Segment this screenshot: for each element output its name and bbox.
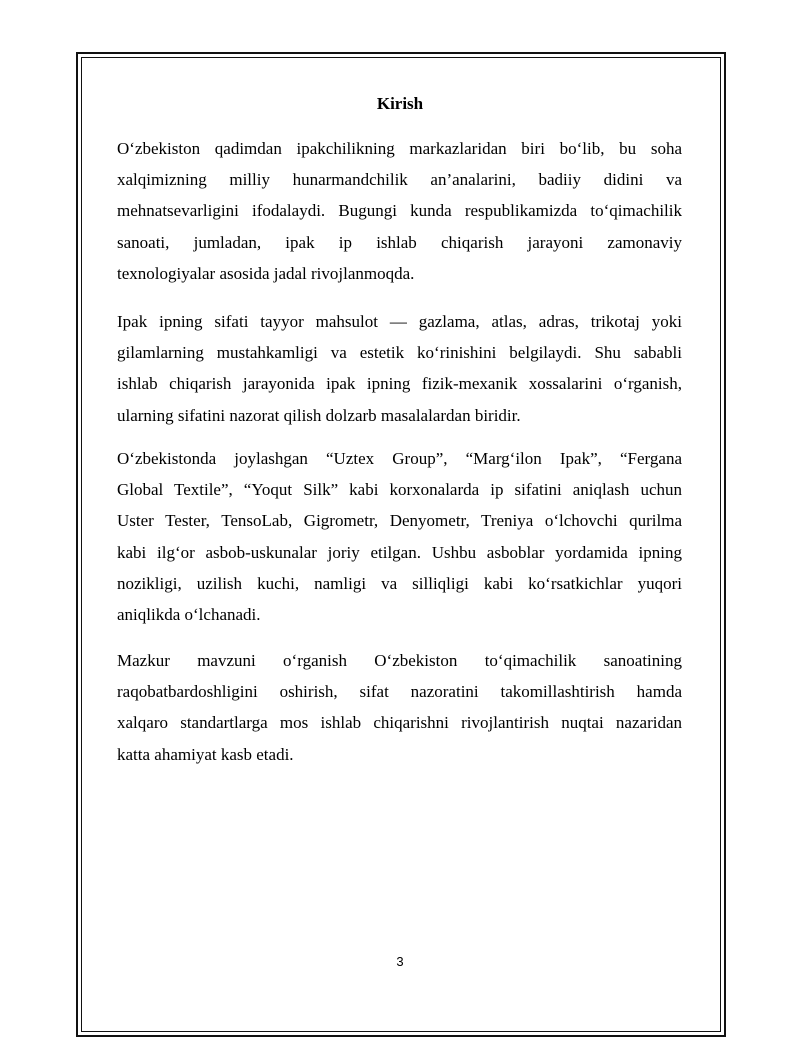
paragraph-1 — [117, 133, 682, 289]
text-line: O‘zbekistonda joylashgan “Uztex Group”, “Marg‘ilon Ipak”, “Fergana — [117, 449, 682, 468]
text-line: gilamlarning mustahkamligi va estetik ko‘rinishini belgilaydi. Shu sababli — [117, 343, 682, 363]
text-line: ishlab chiqarish jarayonida ipak ipning fizik-mexanik xossalarini o‘rganish, — [117, 374, 682, 394]
text-line: texnologiyalar asosida jadal rivojlanmoqda. — [117, 263, 415, 283]
paragraph-2 — [117, 306, 682, 431]
text-line: mehnatsevarligini ifodalaydi. Bugungi kunda respublikamizda to‘qimachilik — [117, 201, 682, 221]
text-line: aniqlikda o‘lchanadi. — [117, 605, 261, 625]
text-line: Global Textile”, “Yoqut Silk” kabi korxonalarda ip sifatini aniqlash uchun — [117, 480, 682, 500]
text-line: nozikligi, uzilish kuchi, namligi va silliqligi kabi ko‘rsatkichlar yuqori — [117, 573, 682, 593]
text-line: kabi ilg‘or asbob-uskunalar joriy etilgan. Ushbu asboblar yordamida ipning — [117, 542, 682, 562]
section-title: Kirish — [376, 94, 424, 113]
text-line: sanoati, jumladan, ipak ip ishlab chiqarish jarayoni zamonaviy — [117, 232, 682, 252]
text-line: O‘zbekiston qadimdan ipakchilikning markazlaridan biri bo‘lib, bu soha — [117, 139, 682, 158]
text-line: raqobatbardoshligini oshirish, sifat nazoratini takomillashtirish hamda — [117, 682, 682, 702]
text-line: Mazkur mavzuni o‘rganish O‘zbekiston to‘qimachilik sanoatining — [117, 651, 682, 670]
text-line: Ipak ipning sifati tayyor mahsulot — gazlama, atlas, adras, trikotaj yoki — [117, 312, 682, 331]
text-line: ularning sifatini nazorat qilish dolzarb masalalardan biridir. — [117, 405, 521, 425]
text-line: katta ahamiyat kasb etadi. — [117, 744, 294, 764]
text-line: xalqimizning milliy hunarmandchilik an’analarini, badiiy didini va — [117, 170, 682, 190]
text-line: xalqaro standartlarga mos ishlab chiqarishni rivojlantirish nuqtai nazaridan — [117, 713, 682, 733]
page-number: 3 — [396, 954, 404, 969]
paragraph-4 — [117, 645, 682, 770]
paragraph-3 — [117, 443, 682, 630]
text-line: Uster Tester, TensoLab, Gigrometr, Denyometr, Treniya o‘lchovchi qurilma — [117, 511, 682, 531]
